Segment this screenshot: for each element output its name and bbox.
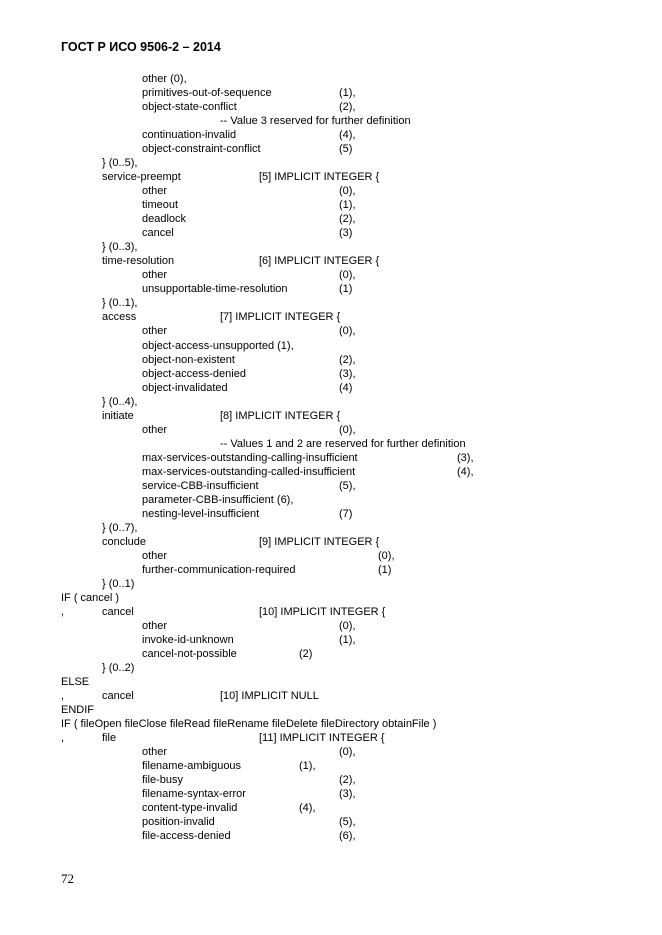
- listing-line: object-access-denied: [142, 368, 246, 380]
- listing-line-value: (4),: [339, 129, 356, 141]
- listing-line: ENDIF: [61, 704, 94, 716]
- listing-line-value: (2): [299, 648, 313, 660]
- listing-line: -- Values 1 and 2 are reserved for further definition: [220, 438, 466, 450]
- listing-line-value: (3),: [457, 452, 474, 464]
- listing-line-value: (2),: [339, 354, 356, 366]
- listing-line: other: [142, 424, 168, 436]
- listing-line: IF ( cancel ): [61, 592, 120, 604]
- listing-line-value: (2),: [339, 774, 356, 786]
- listing-line: cancel: [142, 227, 174, 239]
- listing-line-value: (1),: [339, 199, 356, 211]
- listing-line-value: (5): [339, 143, 353, 155]
- page-number: 72: [61, 871, 74, 886]
- listing-line: conclude: [102, 536, 147, 548]
- listing-line-value: (1),: [299, 760, 316, 772]
- listing-line-value: [8] IMPLICIT INTEGER {: [220, 410, 341, 422]
- listing-line: other: [142, 746, 168, 758]
- listing-line-value: (1),: [339, 87, 356, 99]
- listing-line: max-services-outstanding-called-insufficient: [142, 466, 356, 478]
- listing-line: max-services-outstanding-calling-insufficient: [142, 452, 358, 464]
- listing-line: further-communication-required: [142, 564, 296, 576]
- listing-line: } (0..7),: [102, 522, 138, 534]
- listing-line: filename-syntax-error: [142, 788, 246, 800]
- listing-line: ELSE: [61, 676, 90, 688]
- listing-line-value: (4): [339, 382, 353, 394]
- listing-line: } (0..3),: [102, 241, 138, 253]
- listing-line: -- Value 3 reserved for further definition: [220, 115, 411, 127]
- listing-line: parameter-CBB-insufficient (6),: [142, 494, 294, 506]
- listing-line: object-access-unsupported (1),: [142, 340, 294, 352]
- listing-line-value: (0),: [339, 269, 356, 281]
- listing-line: filename-ambiguous: [142, 760, 242, 772]
- listing-line-value: [7] IMPLICIT INTEGER {: [220, 311, 341, 323]
- listing-line: ,: [61, 690, 65, 702]
- listing-line: access: [102, 311, 137, 323]
- listing-line: content-type-invalid: [142, 802, 238, 814]
- listing-line: ,: [61, 732, 65, 744]
- listing-line-value: file: [102, 732, 117, 744]
- listing-line-value: [9] IMPLICIT INTEGER {: [259, 536, 380, 548]
- listing-line: initiate: [102, 410, 134, 422]
- listing-line: invoke-id-unknown: [142, 634, 234, 646]
- listing-line: } (0..1): [102, 578, 135, 590]
- listing-line: cancel-not-possible: [142, 648, 237, 660]
- listing-line-value: (0),: [339, 424, 356, 436]
- listing-line: ,: [61, 606, 65, 618]
- listing-line-value: (0),: [339, 620, 356, 632]
- listing-line-value: (3),: [339, 368, 356, 380]
- listing-line: unsupportable-time-resolution: [142, 283, 288, 295]
- listing-line-value: [11] IMPLICIT INTEGER {: [259, 732, 385, 744]
- listing-line: object-constraint-conflict: [142, 143, 261, 155]
- listing-line: other: [142, 620, 168, 632]
- listing-line: position-invalid: [142, 816, 215, 828]
- listing-line: other: [142, 269, 168, 281]
- listing-line-value: (4),: [457, 466, 474, 478]
- listing-line: } (0..5),: [102, 157, 138, 169]
- listing-line: object-state-conflict: [142, 101, 237, 113]
- listing-line-value: (2),: [339, 213, 356, 225]
- listing-line-value: (1): [339, 283, 353, 295]
- listing-line: timeout: [142, 199, 179, 211]
- listing-line: primitives-out-of-sequence: [142, 87, 272, 99]
- listing-line-value: (1): [378, 564, 392, 576]
- listing-line: object-invalidated: [142, 382, 228, 394]
- listing-line: continuation-invalid: [142, 129, 237, 141]
- listing-line-value: [5] IMPLICIT INTEGER {: [259, 171, 380, 183]
- listing-line-value: [10] IMPLICIT NULL: [220, 690, 319, 702]
- listing-line-value: (0),: [339, 746, 356, 758]
- listing-line-value: (3),: [339, 788, 356, 800]
- listing-line: service-CBB-insufficient: [142, 480, 259, 492]
- listing-line: other: [142, 325, 168, 337]
- listing-line-value: (3): [339, 227, 353, 239]
- listing-line: } (0..2): [102, 662, 135, 674]
- listing-line: service-preempt: [102, 171, 181, 183]
- listing-line: file-access-denied: [142, 830, 231, 842]
- listing-line: IF ( fileOpen fileClose fileRead fileRename fileDelete fileDirectory obtainFile ): [61, 718, 437, 730]
- listing-line-value: (0),: [339, 185, 356, 197]
- listing-line-value: (0),: [339, 325, 356, 337]
- listing-line-value: (7): [339, 508, 353, 520]
- listing-line: file-busy: [142, 774, 183, 786]
- listing-line: deadlock: [142, 213, 187, 225]
- listing-line-value: (1),: [339, 634, 356, 646]
- listing-line: other (0),: [142, 73, 187, 85]
- listing-line-value: (4),: [299, 802, 316, 814]
- listing-line: other: [142, 185, 168, 197]
- listing-line-value: (2),: [339, 101, 356, 113]
- listing-line: } (0..1),: [102, 297, 138, 309]
- listing-line-value: [6] IMPLICIT INTEGER {: [259, 255, 380, 267]
- listing-line: object-non-existent: [142, 354, 235, 366]
- listing-line: nesting-level-insufficient: [142, 508, 260, 520]
- listing-line-value: (5),: [339, 816, 356, 828]
- listing-line-value: (5),: [339, 480, 356, 492]
- listing-line-value: (0),: [378, 550, 395, 562]
- listing-line-value: [10] IMPLICIT INTEGER {: [259, 606, 386, 618]
- listing-line-value: cancel: [102, 606, 134, 618]
- running-header: ГОСТ Р ИСО 9506-2 – 2014: [61, 40, 221, 54]
- listing-line-value: (6),: [339, 830, 356, 842]
- listing-line-value: cancel: [102, 690, 134, 702]
- listing-line: other: [142, 550, 168, 562]
- listing-line: time-resolution: [102, 255, 175, 267]
- listing-line: } (0..4),: [102, 396, 138, 408]
